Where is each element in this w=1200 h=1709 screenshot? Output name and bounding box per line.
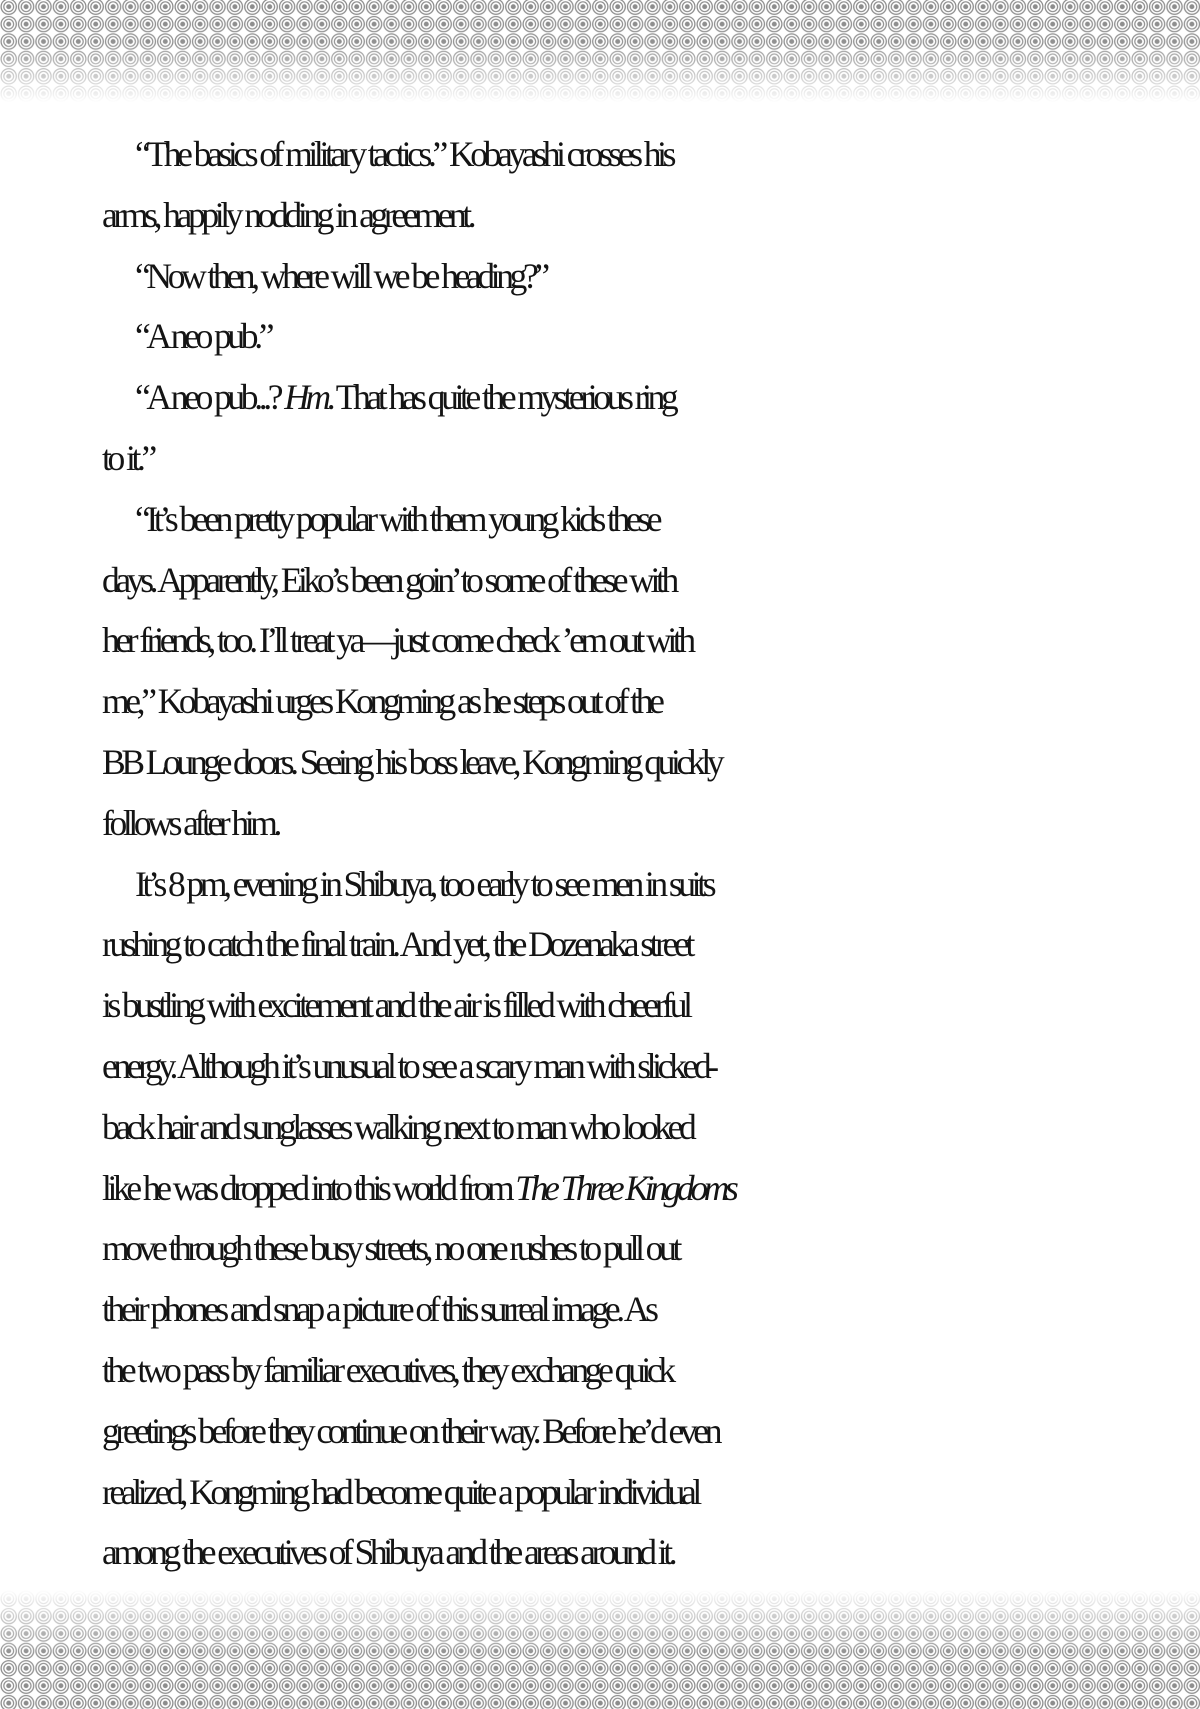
text-line: is bustling with excitement and the air is filled with cheerful: [102, 985, 689, 1026]
text-line: back hair and sunglasses walking next to man who looked: [102, 1106, 693, 1147]
text-segment: . That has quite the mysterious ring: [326, 377, 675, 418]
header-pattern: [0, 0, 1200, 108]
text-line: me,” Kobayashi urges Kongming as he steps out of the: [102, 681, 661, 722]
text-line: [102, 1158, 1082, 1219]
text-line: rushing to catch the final train. And yet, the Dozenaka street: [102, 924, 691, 965]
text-line: to it.”: [102, 437, 153, 478]
text-line: [102, 367, 1082, 428]
page-body: [102, 124, 1082, 1583]
italic-text: The Three Kingdoms: [515, 1167, 735, 1208]
text-line: move through these busy streets, no one rushes to pull out: [102, 1228, 678, 1269]
text-line: “A neo pub.”: [135, 316, 271, 357]
text-segment: like he was dropped into this world from: [102, 1167, 516, 1208]
concentric-circles-pattern-icon: [0, 0, 1200, 108]
text-line: “Now then, where will we be heading?”: [135, 255, 546, 296]
text-line: realized, Kongming had become quite a popular individual: [102, 1471, 698, 1512]
concentric-circles-pattern-icon: [0, 1586, 1200, 1709]
text-line: arms, happily nodding in agreement.: [102, 194, 473, 235]
text-segment: “A neo pub...?: [135, 377, 285, 418]
text-line: energy. Although it’s unusual to see a scary man with slicked-: [102, 1045, 715, 1086]
text-line: her friends, too. I’ll treat ya—just come check ’em out with: [102, 620, 692, 661]
text-line: the two pass by familiar executives, they exchange quick: [102, 1349, 672, 1390]
text-line: days. Apparently, Eiko’s been goin’ to some of these with: [102, 559, 675, 600]
text-line: It’s 8 pm, evening in Shibuya, too early to see men in suits: [135, 863, 713, 904]
text-line: greetings before they continue on their way. Before he’d even: [102, 1410, 719, 1451]
text-line: their phones and snap a picture of this surreal image. As: [102, 1289, 655, 1330]
text-line: among the executives of Shibuya and the areas around it.: [102, 1532, 674, 1573]
text-line: “The basics of military tactics.” Kobayashi crosses his: [135, 134, 673, 174]
text-line: “It’s been pretty popular with them young kids these: [135, 498, 659, 539]
text-line: BB Lounge doors. Seeing his boss leave, Kongming quickly: [102, 741, 721, 782]
text-line: follows after him.: [102, 802, 279, 843]
footer-pattern: [0, 1586, 1200, 1709]
italic-text: Hm: [284, 377, 327, 418]
